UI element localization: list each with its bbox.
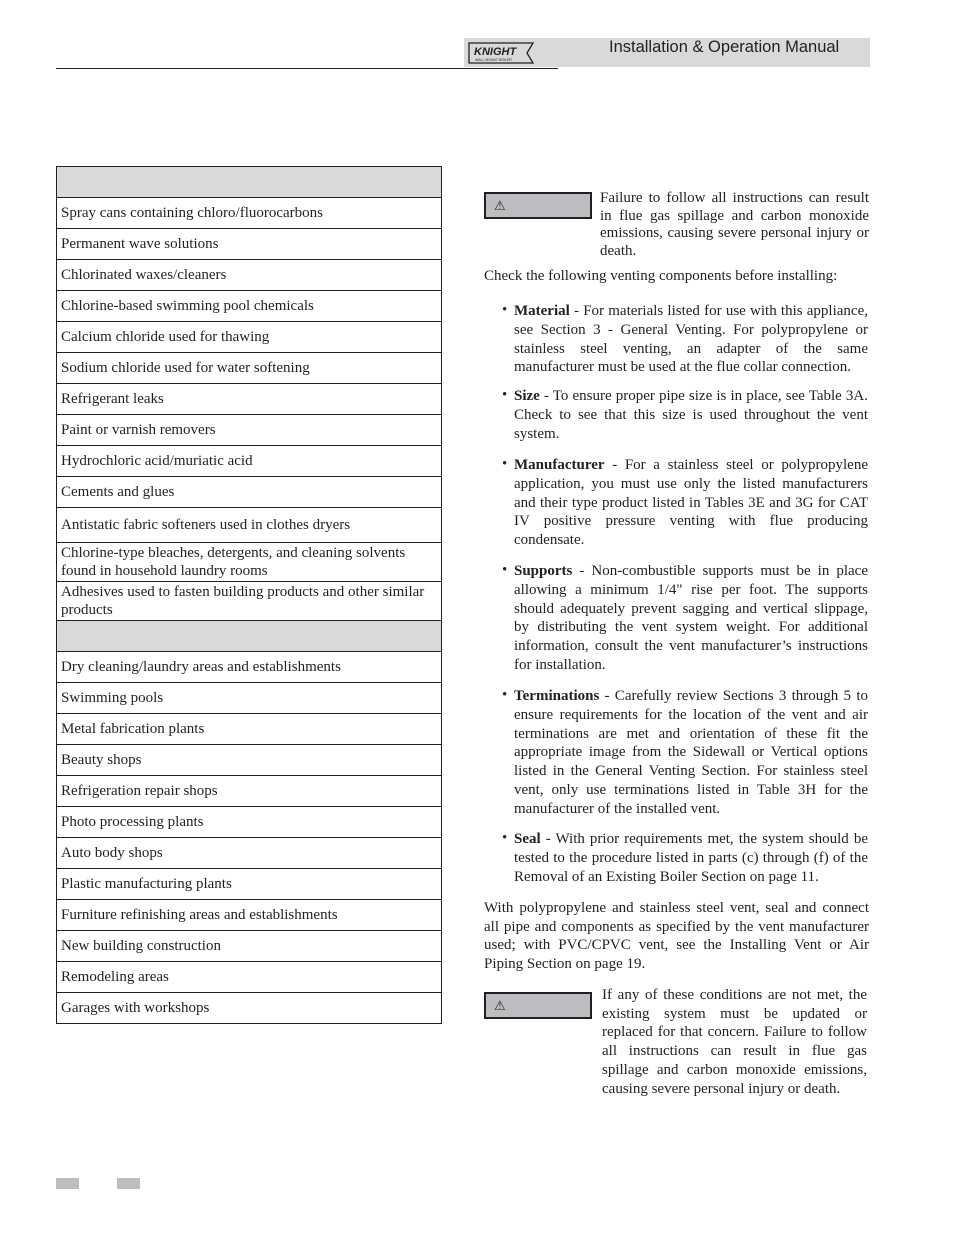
header-title: Installation & Operation Manual: [609, 38, 840, 56]
warning-triangle-icon: ⚠: [494, 998, 506, 1013]
bullet-icon: •: [502, 302, 508, 318]
bullet-term: Seal: [514, 831, 541, 847]
table-row-area: Garages with workshops: [57, 993, 442, 1024]
table-row-product: Hydrochloric acid/muriatic acid: [57, 446, 442, 477]
bullet-text: - Carefully review Sections 3 through 5 to ensure requirements for the location of the vent and air terminations are met and orientation of these fit the appropriate image from the Sidewall or Vertical options listed in the General Venting Section. For stainless steel vent, only use terminations listed in Table 3H for the manufacturer of the installed vent.: [514, 688, 868, 817]
bullet-item: [514, 302, 868, 377]
table-row-area: Dry cleaning/laundry areas and establishments: [57, 652, 442, 683]
bullet-icon: •: [502, 830, 508, 846]
table-row-product: Calcium chloride used for thawing: [57, 322, 442, 353]
bullet-term: Size: [514, 388, 540, 404]
bullet-icon: •: [502, 456, 508, 472]
table-row-area: Metal fabrication plants: [57, 714, 442, 745]
table-row-area: Auto body shops: [57, 838, 442, 869]
bullet-item: [514, 830, 868, 886]
table-row-area: Remodeling areas: [57, 962, 442, 993]
table-row-area: Plastic manufacturing plants: [57, 869, 442, 900]
table-row-product: Antistatic fabric softeners used in clothes dryers: [57, 508, 442, 543]
table-row-area: Photo processing plants: [57, 807, 442, 838]
bullet-icon: •: [502, 562, 508, 578]
bullet-term: Supports: [514, 563, 573, 579]
bullet-item: [514, 562, 868, 675]
table-row-area: Beauty shops: [57, 745, 442, 776]
table-row-product: Adhesives used to fasten building products and other similar products: [57, 582, 442, 621]
bullet-item: [514, 456, 868, 550]
bullet-text: - To ensure proper pipe size is in place, see Table 3A. Check to see that this size is used throughout the vent system.: [514, 388, 868, 442]
warning-text-2: If any of these conditions are not met, the existing system must be updated or replaced for that concern. Failure to follow all instructions can result in flue gas spillage and carbon monoxide emissions, causing severe personal injury or death.: [602, 987, 867, 1097]
bullet-term: Manufacturer: [514, 457, 605, 473]
bullet-text: - With prior requirements met, the system should be tested to the procedure listed in parts (c) through (f) of the Removal of an Existing Boiler Section on page 11.: [514, 831, 868, 885]
warning-triangle-icon: ⚠: [494, 198, 506, 213]
table-header-products: [57, 167, 442, 198]
bullet-icon: •: [502, 687, 508, 703]
table-row-product: Sodium chloride used for water softening: [57, 353, 442, 384]
table-row-product: Chlorine-type bleaches, detergents, and cleaning solvents found in household laundry rooms: [57, 543, 442, 582]
table-row-product: Refrigerant leaks: [57, 384, 442, 415]
bullet-text: - For materials listed for use with this appliance, see Section 3 - General Venting. For polypropylene or stainless steel venting, an adapter of the same manufacturer must be used at the flue collar connection.: [514, 303, 868, 376]
table-row-area: Swimming pools: [57, 683, 442, 714]
footer-mark-right: [117, 1178, 140, 1189]
table-row-product: Chlorinated waxes/cleaners: [57, 260, 442, 291]
knight-logo: [467, 40, 535, 66]
table-row-product: Paint or varnish removers: [57, 415, 442, 446]
table-row-product: Permanent wave solutions: [57, 229, 442, 260]
table-header-areas: [57, 621, 442, 652]
bullet-text: - Non-combustible supports must be in place allowing a minimum 1/4" rise per foot. The supports should adequately prevent sagging and vertical slippage, by distributing the vent system weight. For additional information, consult the vent manufacturer’s instructions for installation.: [514, 563, 868, 673]
logo-text: KNIGHT: [474, 46, 517, 58]
footer-mark-left: [56, 1178, 79, 1189]
closing-paragraph: With polypropylene and stainless steel vent, seal and connect all pipe and components as specified by the vent manufacturer used; with PVC/CPVC vent, see the Installing Vent or Air Piping Section on page 19.: [484, 900, 869, 973]
warning-label-2: [484, 992, 592, 1019]
bullet-term: Terminations: [514, 688, 600, 704]
table-row-product: Cements and glues: [57, 477, 442, 508]
table-row-product: Chlorine-based swimming pool chemicals: [57, 291, 442, 322]
table-row-area: New building construction: [57, 931, 442, 962]
bullet-term: Material: [514, 303, 570, 319]
table-row-area: Refrigeration repair shops: [57, 776, 442, 807]
bullet-text: - For a stainless steel or polypropylene application, you must use only the listed manufacturers and their type product listed in Tables 3E and 3G for CAT IV positive pressure venting with flue producing condensate.: [514, 457, 868, 549]
table-row-area: Furniture refinishing areas and establishments: [57, 900, 442, 931]
logo-subtext: WALL MOUNT BOILER: [475, 58, 512, 62]
bullet-item: [514, 387, 868, 443]
bullet-item: [514, 687, 868, 819]
warning-text-1: Failure to follow all instructions can result in flue gas spillage and carbon monoxide emissions, causing severe personal injury or death.: [600, 190, 869, 259]
contaminants-table: [56, 166, 442, 1024]
intro-text: Check the following venting components before installing:: [484, 268, 838, 284]
table-row-product: Spray cans containing chloro/fluorocarbons: [57, 198, 442, 229]
header-rule: [56, 68, 558, 69]
bullet-icon: •: [502, 387, 508, 403]
warning-label: [484, 192, 592, 219]
